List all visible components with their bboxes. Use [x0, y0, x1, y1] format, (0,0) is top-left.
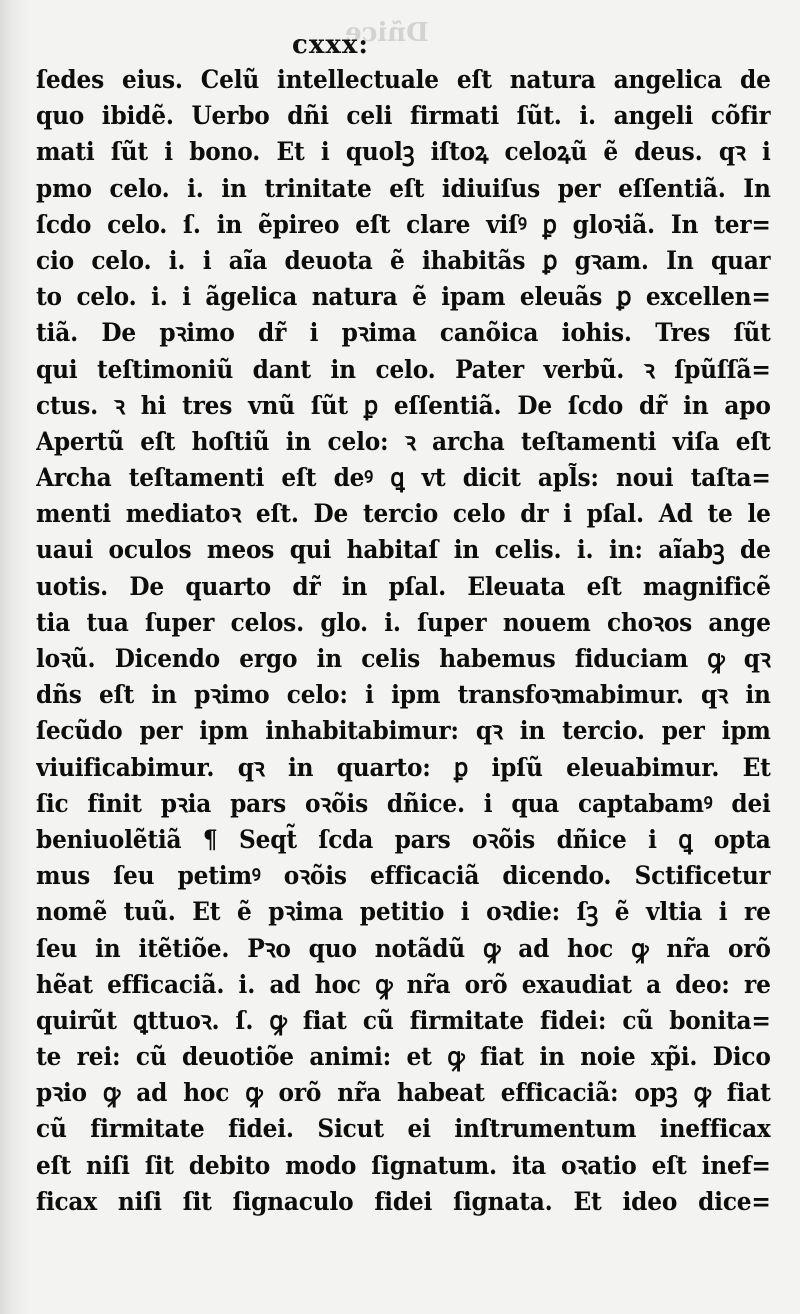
- text-line: cio celo. i. i aĩa deuota ẽ ihabitãs ꝑ gꝛam. In quar: [36, 245, 771, 275]
- text-line: uaui oculos meos qui habitaſ in celis. i. in: aĩabꝫ de: [36, 535, 771, 565]
- text-line: pꝛio ꝙ ad hoc ꝙ orõ nr̃a habeat efficaciã: opꝫ ꝙ fiat: [36, 1078, 771, 1108]
- text-line: ſic finit pꝛia pars oꝛõis dñice. i qua captabamꝰ dei: [36, 788, 771, 818]
- text-line: ſeu in itẽtiõe. Pꝛo quo notãdũ ꝙ ad hoc ꝙ nr̃a orõ: [36, 933, 771, 963]
- text-line: ſcdo celo. ſ. in ẽpireo eſt clare viſꝰ ꝑ gloꝛiã. In ter=: [36, 209, 771, 239]
- show-through-text: Dñice: [345, 18, 429, 48]
- text-line: tiã. De pꝛimo dr̃ i pꝛima canõica iohis. Tres ſũt: [36, 318, 771, 348]
- text-line: ctus. ꝛ hi tres vnũ ſũt ꝑ eſſentiã. De ſcdo dr̃ in apo: [36, 390, 771, 420]
- text-line: beniuolẽtiã ¶ Seqt̃ ſcda pars oꝛõis dñice i ꝗ opta: [36, 824, 771, 854]
- text-line: quo ibidẽ. Uerbo dñi celi firmati ſũt. i. angeli cõfir: [36, 101, 771, 131]
- text-line: ficax niſi ſit ſignaculo fidei ſignata. Et ideo dice=: [36, 1186, 771, 1216]
- text-line: dñs eſt in pꝛimo celo: i ipm transfoꝛmabimur. qꝛ in: [36, 680, 771, 710]
- text-line: quirũt ꝗttuoꝛ. ſ. ꝙ fiat cũ firmitate fidei: cũ bonita=: [36, 1005, 771, 1035]
- text-line: uotis. De quarto dr̃ in pſal. Eleuata eſt magnificẽ: [36, 571, 771, 601]
- text-line: hẽat efficaciã. i. ad hoc ꝙ nr̃a orõ exaudiat a deo: re: [36, 969, 771, 999]
- text-line: cũ firmitate fidei. Sicut ei inſtrumentum inefficax: [36, 1114, 771, 1144]
- text-line: tia tua ſuper celos. glo. i. ſuper nouem choꝛos ange: [36, 607, 771, 637]
- text-line: nomẽ tuũ. Et ẽ pꝛima petitio i oꝛdie: ſꝫ ẽ vltia i re: [36, 897, 771, 927]
- text-line: eſt niſi ſit debito modo ſignatum. ita oꝛatio eſt inef=: [36, 1150, 771, 1180]
- text-line: pmo celo. i. in trinitate eſt idiuiſus per eſſentiã. In: [36, 173, 771, 203]
- text-line: ſecũdo per ipm inhabitabimur: qꝛ in tercio. per ipm: [36, 716, 771, 746]
- text-line: loꝛũ. Dicendo ergo in celis habemus fiduciam ꝙ qꝛ: [36, 644, 771, 673]
- text-line: viuificabimur. qꝛ in quarto: ꝑ ipſũ eleuabimur. Et: [36, 752, 771, 782]
- folio-number: cxxx:: [292, 30, 369, 60]
- text-line: mati ſũt i bono. Et i quolꝫ iſtoꝝ celoꝝũ ẽ deus. qꝛ i: [36, 137, 771, 167]
- text-line: ſedes eius. Celũ intellectuale eſt natura angelica de: [36, 65, 771, 94]
- text-line: Archa teſtamenti eſt deꝰ ꝗ vt dicit apl̃s: noui taſta=: [36, 463, 771, 493]
- text-line: qui teſtimoniũ dant in celo. Pater verbũ. ꝛ ſpũſſã=: [36, 354, 771, 384]
- text-line: te rei: cũ deuotiõe animi: et ꝙ fiat in noie xp̃i. Dico: [36, 1042, 771, 1072]
- text-line: to celo. i. i ãgelica natura ẽ ipam eleuãs ꝑ excellen=: [36, 282, 771, 312]
- text-block: [36, 62, 772, 1220]
- text-line: menti mediatoꝛ eſt. De tercio celo dr i pſal. Ad te le: [36, 499, 771, 529]
- text-line: mus ſeu petimꝰ oꝛõis efficaciã dicendo. Sctificetur: [36, 861, 771, 891]
- text-line: Apertũ eſt hoſtiũ in celo: ꝛ archa teſtamenti viſa eſt: [36, 426, 771, 456]
